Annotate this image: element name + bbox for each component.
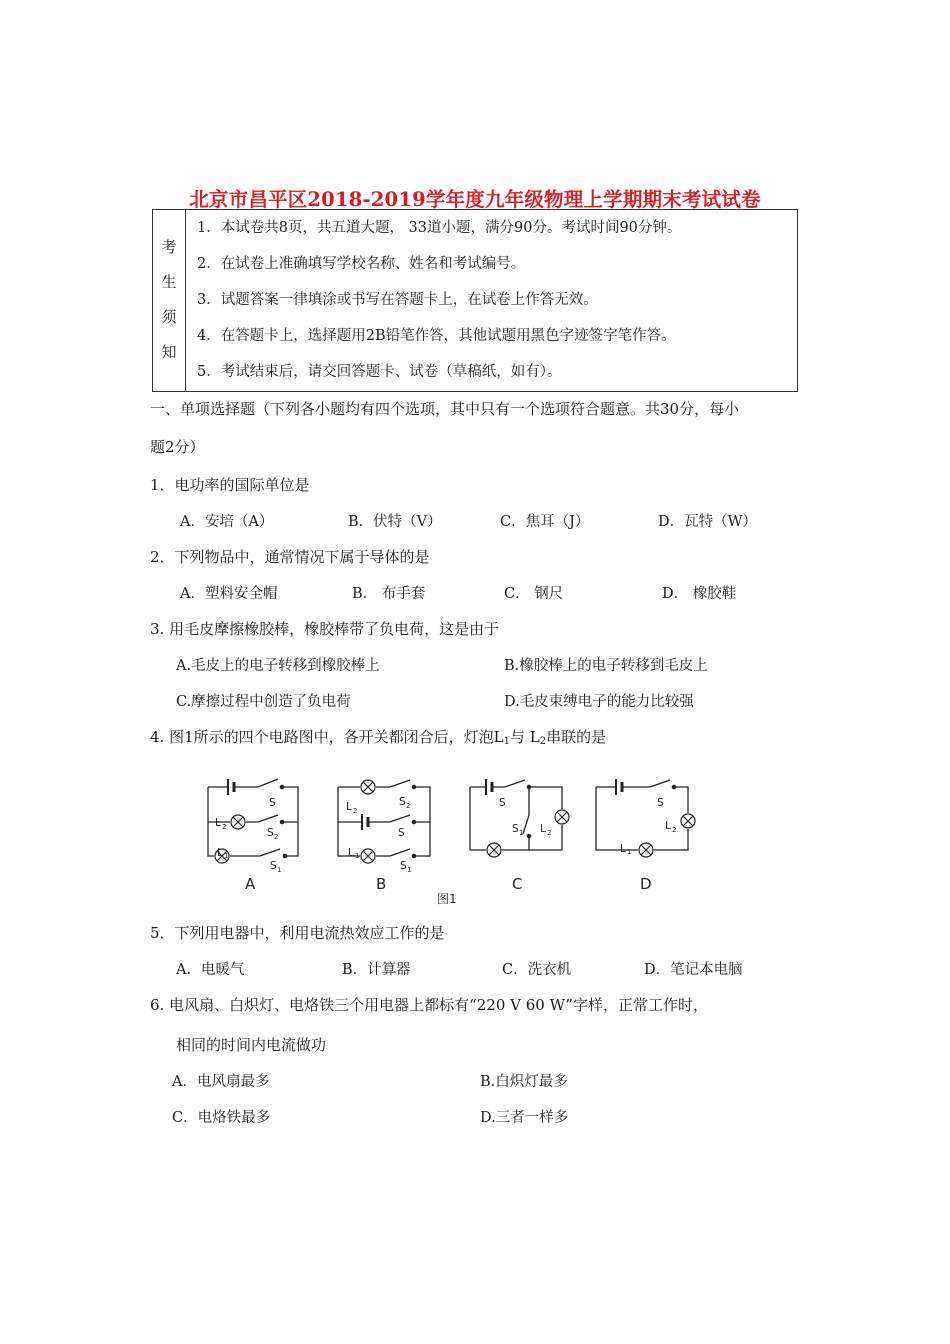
label: L (348, 847, 354, 859)
question-6-stem-cont: 相同的时间内电流做功 (176, 1036, 327, 1054)
label: S (399, 796, 406, 808)
q4-stem-text: 与 L (509, 728, 540, 746)
label: L (346, 801, 352, 813)
notice-item: 4．在答题卡上，选择题用2B铅笔作答，其他试题用黑色字迹签字笔作答。 (197, 328, 676, 344)
label-sub: 1 (627, 848, 632, 856)
label: S (400, 860, 407, 872)
page-title: 北京市昌平区2018-2019学年度九年级物理上学期期末考试试卷 (189, 188, 761, 211)
question-5-stem: 5．下列用电器中，利用电流热效应工作的是 (150, 924, 445, 942)
question-6-stem: 6. 电风扇、白炽灯、电烙铁三个用电器上都标有“220 V 60 W”字样，正常工作时， (150, 996, 708, 1014)
q1-option-a: A．安培（A） (180, 514, 274, 530)
q2-option-c: C． 钢尺 (504, 586, 564, 602)
q3-option-b: B.橡胶棒上的电子转移到毛皮上 (504, 658, 708, 674)
label: L (217, 847, 223, 859)
label-sub: 1 (407, 866, 412, 874)
section-heading: 一、单项选择题（下列各小题均有四个选项，其中只有一个选项符合题意。共30分，每小 (150, 400, 740, 418)
q6-option-a: A．电风扇最多 (172, 1074, 270, 1090)
label-sub: 1 (519, 829, 524, 837)
q4-subscript: 2 (539, 736, 547, 747)
label-sub: 2 (672, 826, 677, 834)
q6-option-b: B.白炽灯最多 (480, 1074, 568, 1090)
notice-label-char: 知 (161, 343, 177, 361)
circuit-label-c: C (512, 875, 523, 893)
label: L (620, 843, 626, 855)
label-sub: 1 (355, 852, 360, 860)
label-sub: 2 (547, 829, 552, 837)
label: S (512, 823, 519, 835)
label: S (270, 860, 277, 872)
label-sub: 2 (353, 807, 358, 815)
q1-option-c: C．焦耳（J） (500, 514, 590, 530)
q5-option-b: B．计算器 (342, 962, 411, 978)
section-heading-cont: 题2分） (150, 438, 205, 456)
notice-label-char: 须 (161, 308, 177, 326)
notice-item: 1．本试卷共8页，共五道大题， 33道小题，满分90分。考试时间90分钟。 (197, 220, 682, 236)
q5-option-a: A．电暖气 (176, 962, 245, 978)
notice-item: 2．在试卷上准确填写学校名称、姓名和考试编号。 (197, 256, 526, 272)
question-3-stem: 3. 用毛皮摩擦橡胶棒，橡胶棒带了负电荷，这是由于 (150, 620, 500, 638)
notice-label-char: 考 (161, 238, 177, 256)
circuit-label-a: A (245, 875, 256, 893)
label: S (269, 797, 276, 809)
label-sub: 2 (222, 823, 227, 831)
q1-option-d: D．瓦特（W） (658, 514, 758, 530)
notice-item: 3．试题答案一律填涂或书写在答题卡上，在试卷上作答无效。 (197, 292, 598, 308)
circuit-c (470, 779, 562, 850)
label: L (540, 823, 546, 835)
label: S (267, 827, 274, 839)
q3-option-c: C.摩擦过程中创造了负电荷 (176, 694, 351, 710)
label: L (215, 817, 221, 829)
q1-option-b: B．伏特（V） (348, 514, 442, 530)
label: S (499, 797, 506, 809)
question-1-stem: 1．电功率的国际单位是 (150, 476, 310, 494)
label: S (657, 797, 664, 809)
circuit-d (596, 779, 688, 850)
circuit-a (208, 779, 298, 858)
label: L (665, 820, 671, 832)
circuit-label-b: B (376, 875, 387, 893)
circuit-b (338, 780, 430, 858)
q3-option-d: D.毛皮束缚电子的能力比较强 (504, 694, 694, 710)
q3-option-a: A.毛皮上的电子转移到橡胶棒上 (176, 658, 380, 674)
figure-caption: 图1 (437, 892, 457, 906)
q2-option-d: D． 橡胶鞋 (662, 586, 737, 602)
circuit-label-d: D (640, 875, 652, 893)
q6-option-d: D.三者一样多 (480, 1110, 569, 1126)
q4-stem-text: 串联的是 (546, 728, 607, 746)
q4-subscript: 1 (503, 736, 510, 747)
q4-stem-text: 4. 图1所示的四个电路图中，各开关都闭合后，灯泡L (150, 728, 504, 746)
q5-option-d: D．笔记本电脑 (644, 962, 743, 978)
q2-option-b: B． 布手套 (352, 586, 426, 602)
q6-option-c: C．电烙铁最多 (172, 1110, 271, 1126)
notice-item: 5．考试结束后，请交回答题卡、试卷（草稿纸，如有）。 (197, 364, 562, 380)
label-sub: 2 (406, 802, 411, 810)
question-2-stem: 2．下列物品中，通常情况下属于导体的是 (150, 548, 430, 566)
q2-option-a: A．塑料安全帽 (180, 586, 278, 602)
label-sub: 1 (224, 852, 229, 860)
notice-label-char: 生 (161, 273, 177, 291)
label-sub: 2 (274, 833, 279, 841)
label-sub: 1 (277, 866, 282, 874)
q5-option-c: C．洗衣机 (502, 962, 572, 978)
label: S (398, 827, 405, 839)
